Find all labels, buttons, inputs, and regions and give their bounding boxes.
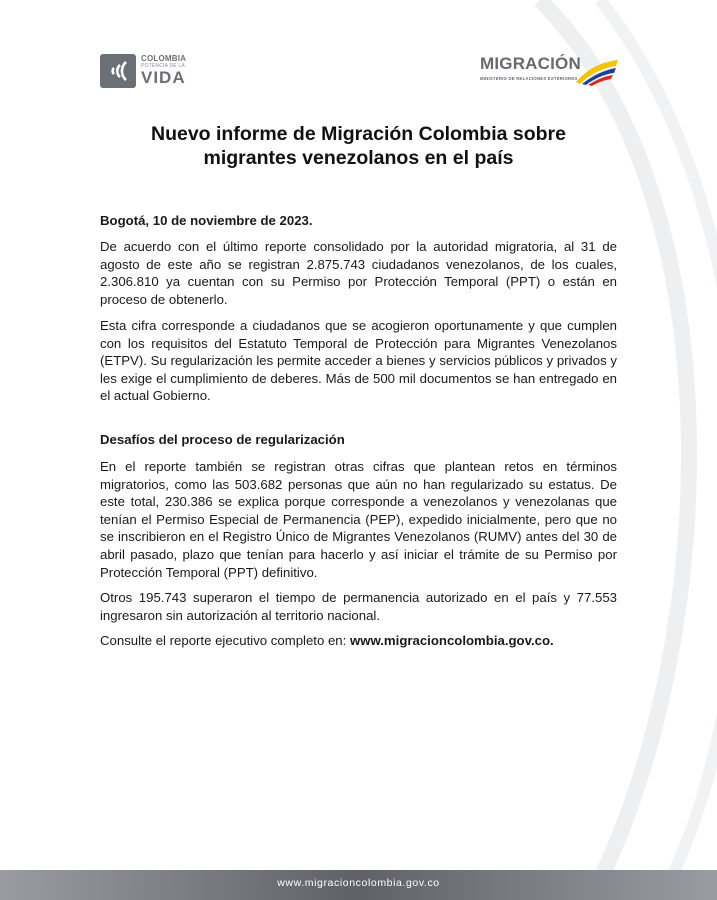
document-title-line-1: Nuevo informe de Migración Colombia sobre — [151, 123, 566, 145]
paragraph-1: De acuerdo con el último reporte consolidado por la autoridad migratoria, al 31 de agosto de este año se registran 2.875.743 ciudadanos venezolanos, de los cuales, 2.306.810 ya cuentan con su Permiso por Protección Temporal (PPT) o están en proceso de obtenerlo. — [100, 239, 617, 307]
footer-url[interactable]: www.migracioncolombia.gov.co — [277, 877, 440, 889]
logo-text-colombia: COLOMBIA — [141, 54, 187, 63]
logo-text-ministerio: MINISTERIO DE RELACIONES EXTERIORES — [480, 76, 578, 81]
paragraph-3: En el reporte también se registran otras cifras que plantean retos en términos migratorios, como las 503.682 personas que aún no han regularizado su estatus. De este total, 230.386 se explica porque corresponde a venezolanos y venezolanas que tenían el Permiso Especial de Permanencia (PEP), expedido inicialmente, pero que no se inscribieron en el Registro Único de Migrantes Venezolanos (RUMV) antes del 30 de abril pasado, plazo que tenían para hacerlo y así iniciar el trámite de su Permiso por Protección Temporal (PPT) definitivo. — [100, 459, 617, 580]
paragraph-5-text: Consulte el reporte ejecutivo completo en: — [100, 633, 350, 648]
colombia-potencia-de-la-vida-logo — [100, 52, 200, 90]
footer-bar — [0, 870, 717, 900]
colombia-wave-icon — [100, 54, 136, 88]
paragraph-4: Otros 195.743 superaron el tiempo de permanencia autorizado en el país y 77.553 ingresaron sin autorización al territorio nacional. — [100, 590, 617, 623]
tricolor-swoosh-icon — [574, 56, 620, 86]
paragraph-5 — [100, 632, 617, 650]
logo-text-potencia: POTENCIA DE LA — [141, 63, 185, 69]
document-title-line-2: migrantes venezolanos en el país — [203, 147, 514, 169]
logo-text-vida: VIDA — [141, 68, 186, 87]
dateline: Bogotá, 10 de noviembre de 2023. — [100, 213, 313, 228]
website-link[interactable]: www.migracioncolombia.gov.co. — [349, 633, 554, 648]
paragraph-2: Esta cifra corresponde a ciudadanos que se acogieron oportunamente y que cumplen con los requisitos del Estatuto Temporal de Protección para Migrantes Venezolanos (ETPV). Su regularización les permite acceder a bienes y servicios públicos y privados y les exige el cumplimiento de deberes. Más de 500 mil documentos se han entregado en el actual Gobierno. — [100, 318, 617, 404]
logo-text-migracion: MIGRACIÓN — [480, 54, 581, 73]
section-heading: Desafíos del proceso de regularización — [100, 432, 345, 447]
document-title — [100, 122, 617, 170]
migracion-colombia-logo — [478, 54, 628, 90]
